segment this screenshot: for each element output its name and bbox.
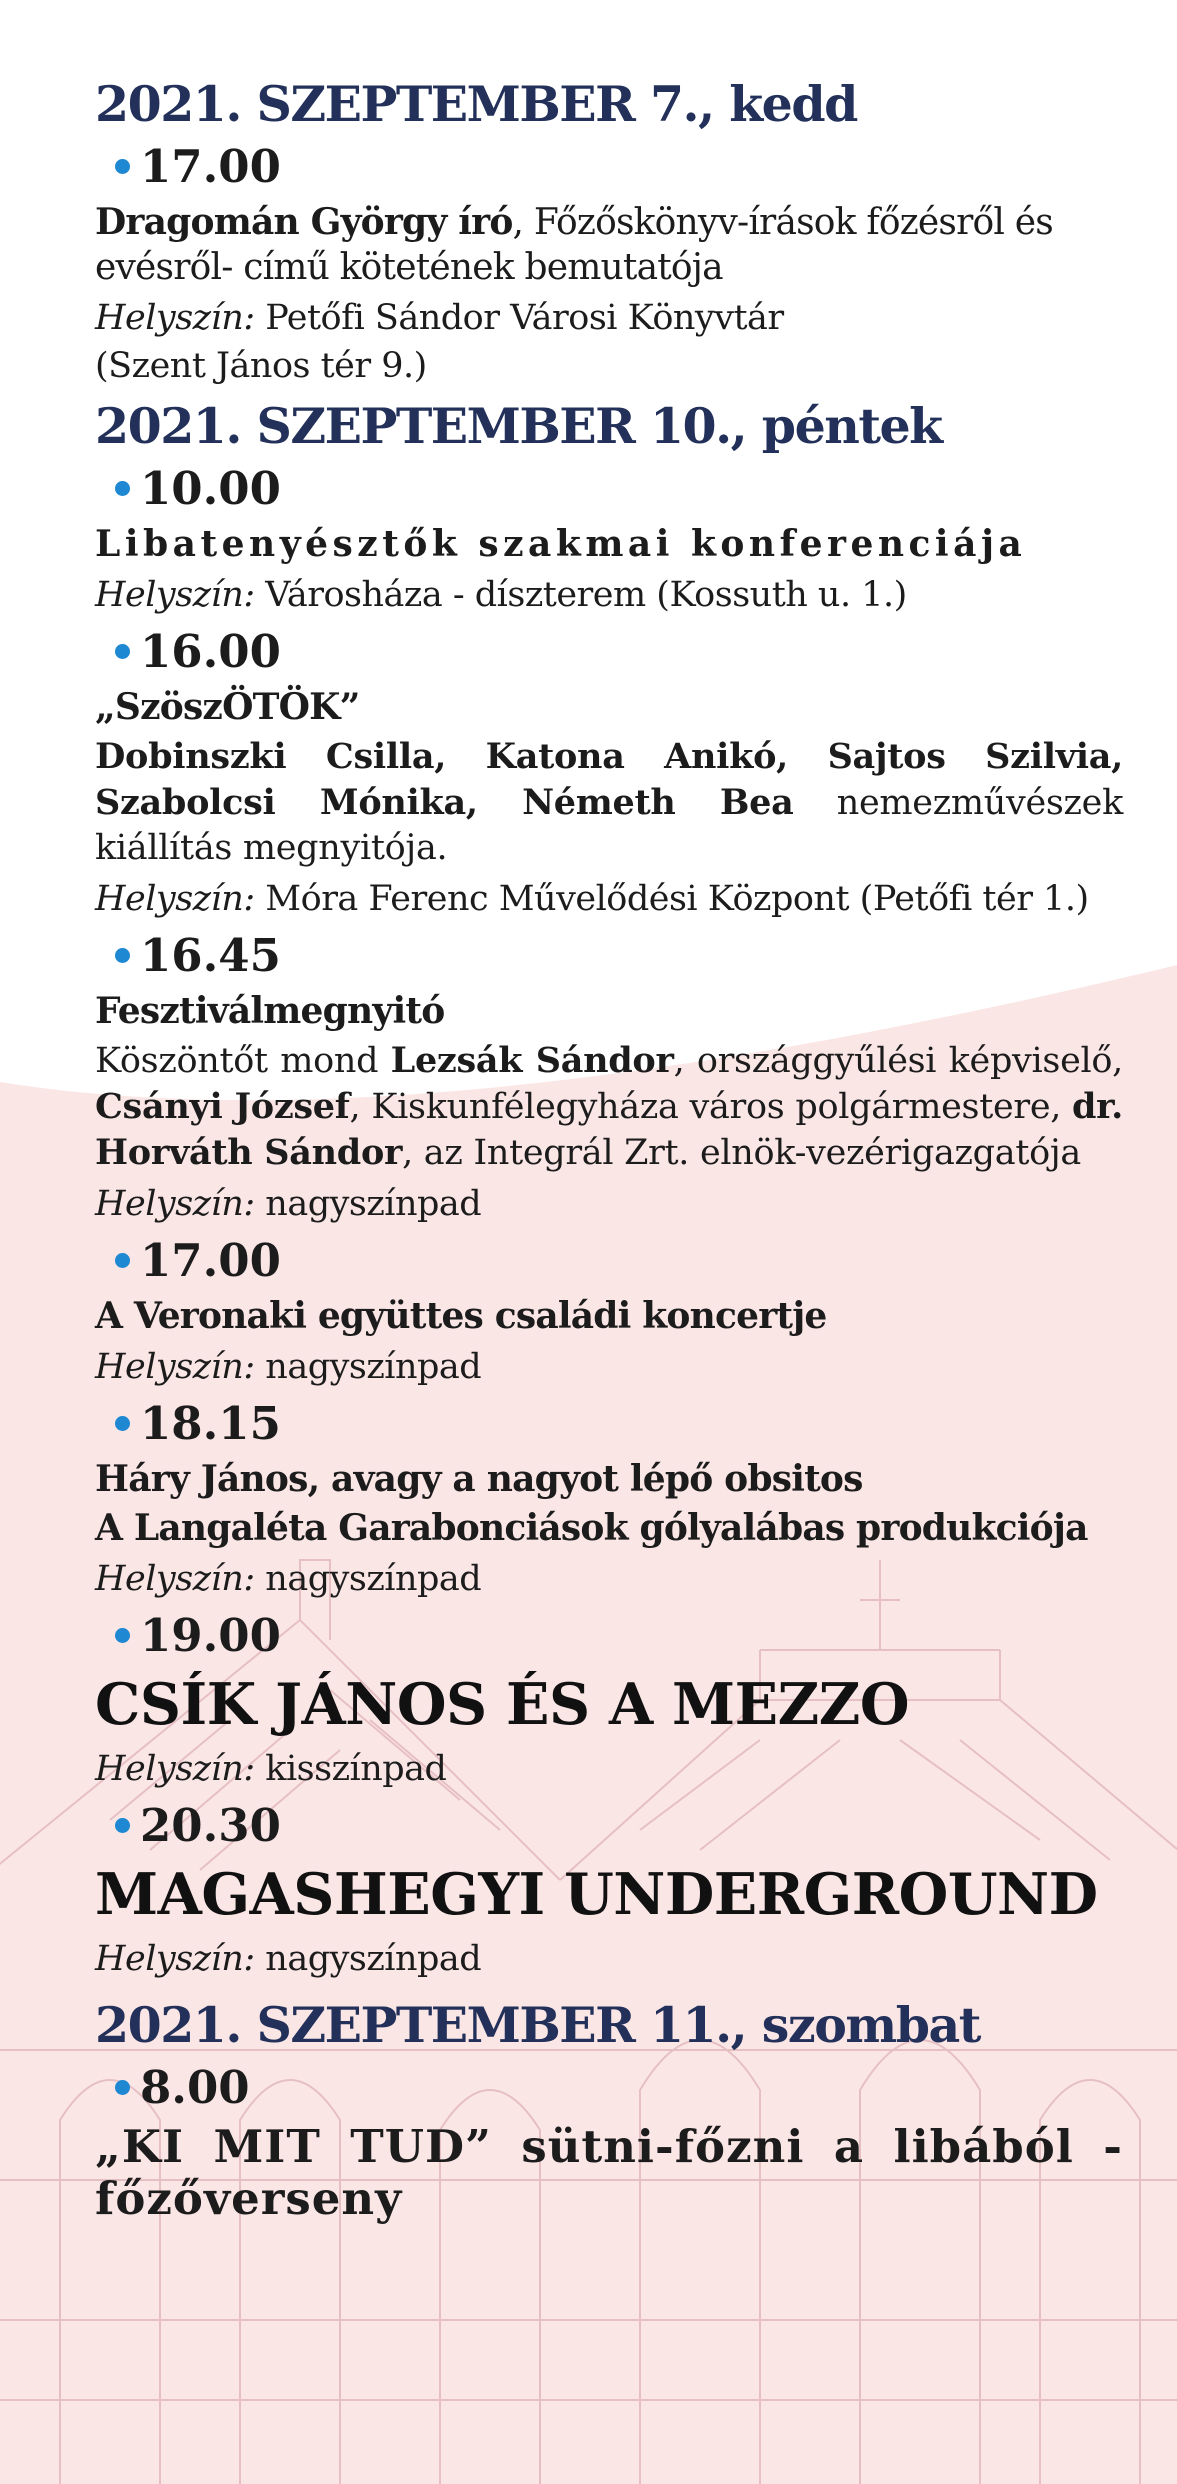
event-1815-hary-janos: [95, 1395, 1123, 1603]
event-time: 17.00: [140, 1234, 281, 1287]
event-time: 20.30: [140, 1799, 281, 1852]
event-location: Helyszín: nagyszínpad: [95, 1559, 482, 1599]
event-1900-csik-janos: [95, 1607, 1123, 1793]
event-time: 19.00: [140, 1609, 281, 1662]
event-time: 16.00: [140, 625, 281, 678]
event-title: „KI MIT TUD” sütni-főzni a libából - főzőverseny: [95, 2120, 1123, 2225]
bullet-dot: [115, 644, 130, 659]
day-heading-sep-11: 2021. SZEPTEMBER 11., szombat: [95, 1996, 980, 2054]
event-title: Háry János, avagy a nagyot lépő obsitos: [95, 1458, 863, 1500]
event-title: CSÍK JÁNOS ÉS A MEZZO: [95, 1671, 909, 1738]
bullet-dot: [115, 948, 130, 963]
bullet-dot: [115, 1628, 130, 1643]
event-time: 18.15: [140, 1397, 281, 1450]
event-time: 8.00: [140, 2061, 250, 2114]
bullet-dot: [115, 481, 130, 496]
event-description: Dobinszki Csilla, Katona Anikó, Sajtos Szilvia, Szabolcsi Mónika, Németh Bea nemezművészek kiállítás megnyitója.: [95, 736, 1123, 868]
event-1700-book: [95, 138, 1123, 390]
bullet-dot: [115, 159, 130, 174]
bullet-dot: [115, 1818, 130, 1833]
event-location: Helyszín: kisszínpad: [95, 1749, 447, 1789]
event-0800-cooking-contest: [95, 2059, 1123, 2225]
event-1645-opening: [95, 927, 1123, 1228]
event-title: MAGASHEGYI UNDERGROUND: [95, 1861, 1098, 1928]
event-location: Helyszín: nagyszínpad: [95, 1939, 482, 1979]
event-title: Libatenyésztők szakmai konferenciája: [95, 523, 1027, 565]
program-content: [95, 72, 1123, 2229]
event-location: Helyszín: nagyszínpad: [95, 1347, 482, 1387]
event-2030-magashegyi: [95, 1797, 1123, 1983]
event-location: Helyszín: Városháza - díszterem (Kossuth u. 1.): [95, 575, 907, 615]
event-subtitle: „SzöszÖTÖK”: [95, 686, 360, 728]
day-heading-sep-7: 2021. SZEPTEMBER 7., kedd: [95, 75, 857, 133]
day-heading-sep-10: 2021. SZEPTEMBER 10., péntek: [95, 397, 942, 455]
bullet-dot: [115, 1416, 130, 1431]
event-location: Helyszín: Móra Ferenc Művelődési Központ (Petőfi tér 1.): [95, 879, 1089, 919]
event-title: A Veronaki együttes családi koncertje: [95, 1295, 827, 1337]
bullet-dot: [115, 2080, 130, 2095]
event-1600-exhibition: [95, 623, 1123, 923]
event-1000-conference: [95, 460, 1123, 619]
event-time: 16.45: [140, 929, 281, 982]
event-location: Helyszín: nagyszínpad: [95, 1184, 482, 1224]
event-description: Köszöntőt mond Lezsák Sándor, országgyűlési képviselő, Csányi József, Kiskunfélegyháza város polgármestere, dr. Horváth Sándor, az Integrál Zrt. elnök-vezérigazgatója: [95, 1040, 1123, 1173]
event-location: Helyszín: Petőfi Sándor Városi Könyvtár (Szent János tér 9.): [95, 298, 784, 386]
event-subtitle: A Langaléta Garabonciások gólyalábas produkciója: [95, 1507, 1088, 1549]
bullet-dot: [115, 1253, 130, 1268]
event-1700-concert: [95, 1232, 1123, 1391]
event-time: 10.00: [140, 462, 281, 515]
event-title: Fesztiválmegnyitó: [95, 990, 445, 1032]
event-title: Dragomán György író, Főzőskönyv-írások főzésről és evésről- című kötetének bemutatója: [95, 201, 1053, 288]
event-time: 17.00: [140, 140, 281, 193]
